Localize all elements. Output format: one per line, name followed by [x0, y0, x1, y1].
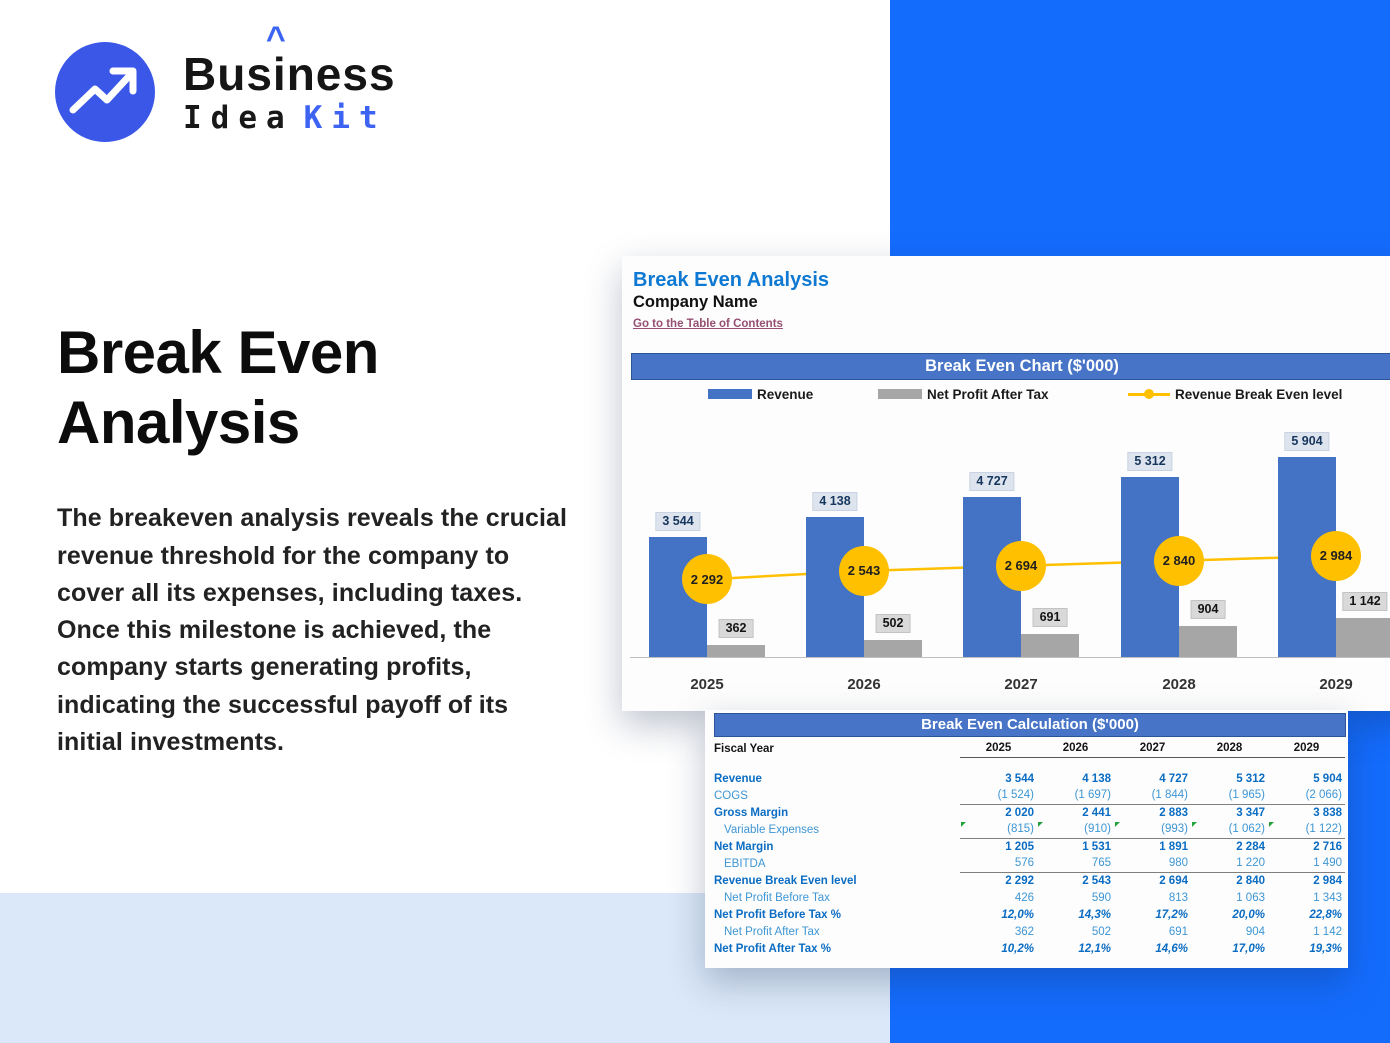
x-axis-line — [630, 657, 1390, 658]
revenue-swatch-icon — [708, 389, 752, 399]
net-profit-value-label: 502 — [876, 614, 911, 633]
value-cell: 19,3% — [1309, 942, 1342, 955]
legend-net-profit: Net Profit After Tax — [878, 385, 1049, 403]
value-cell: (815) — [960, 821, 1037, 838]
net-profit-swatch-icon — [878, 389, 922, 399]
net-profit-value-label: 362 — [719, 619, 754, 638]
value-cell: 1 142 — [1313, 925, 1342, 938]
chart-section-header: Break Even Chart ($'000) — [631, 353, 1390, 380]
revenue-value-label: 5 904 — [1284, 432, 1329, 451]
row-label: Revenue Break Even level — [714, 874, 857, 887]
row-label: Net Profit Before Tax % — [714, 908, 841, 921]
logo-i-hat-icon: ^ — [265, 19, 287, 58]
value-cell: 765 — [1037, 855, 1114, 872]
break-even-table — [708, 740, 1345, 957]
row-label: EBITDA — [724, 857, 766, 870]
table-row — [708, 787, 1345, 804]
brand-wordmark — [183, 19, 396, 136]
value-cell: 22,8% — [1309, 908, 1342, 921]
net-profit-bar — [1021, 634, 1079, 657]
break-even-point: 2 543 — [839, 546, 889, 596]
brand-kit-accent: Kit — [303, 99, 387, 136]
value-cell: 3 347 — [1236, 806, 1265, 819]
net-profit-bar — [864, 640, 922, 657]
value-cell: 2 883 — [1159, 806, 1188, 819]
year-header-cell: 2027 — [1114, 740, 1191, 757]
value-cell: 813 — [1168, 891, 1188, 904]
row-label: Revenue — [714, 772, 762, 785]
page-description: The breakeven analysis reveals the crucial revenue threshold for the company to cover all its expenses, including taxes. Once this milestone is achieved, the company starts generating profits, indicating the successful payoff of its initial investments. — [57, 504, 568, 756]
year-header-cell: 2026 — [1037, 740, 1114, 757]
value-cell: 4 138 — [1082, 772, 1111, 785]
break-even-swatch-icon — [1128, 393, 1170, 396]
brand-name-line2: Idea Kit — [183, 99, 387, 136]
value-cell: 502 — [1091, 925, 1111, 938]
table-row — [708, 906, 1345, 923]
green-flag-icon — [1269, 822, 1274, 827]
value-cell: (1 122) — [1268, 821, 1345, 838]
break-even-point: 2 694 — [996, 541, 1046, 591]
table-row — [708, 838, 1345, 855]
revenue-value-label: 4 138 — [812, 492, 857, 511]
table-of-contents-link[interactable]: Go to the Table of Contents — [633, 318, 783, 330]
x-axis-tick: 2027 — [1004, 676, 1038, 693]
value-cell: 1 490 — [1268, 855, 1345, 872]
value-cell: 691 — [1168, 925, 1188, 938]
year-header-cell: 2025 — [960, 740, 1037, 757]
value-cell: (1 965) — [1191, 787, 1268, 804]
legend-revenue: Revenue — [708, 385, 813, 403]
value-cell: (2 066) — [1268, 787, 1345, 804]
table-row — [708, 821, 1345, 838]
value-cell: 1 343 — [1313, 891, 1342, 904]
value-cell: 17,2% — [1155, 908, 1188, 921]
value-cell: 980 — [1114, 855, 1191, 872]
break-even-point: 2 984 — [1311, 531, 1361, 581]
green-flag-icon — [1115, 822, 1120, 827]
net-profit-bar — [1179, 626, 1237, 657]
value-cell: (1 844) — [1114, 787, 1191, 804]
revenue-value-label: 3 544 — [655, 512, 700, 531]
value-cell: 3 838 — [1313, 806, 1342, 819]
value-cell: 5 312 — [1236, 772, 1265, 785]
value-cell: 2 284 — [1236, 840, 1265, 853]
x-axis-tick: 2025 — [690, 676, 724, 693]
fiscal-year-row — [708, 740, 1345, 757]
row-label: COGS — [714, 789, 748, 802]
year-header-cell: 2029 — [1268, 740, 1345, 757]
x-axis-tick: 2028 — [1162, 676, 1196, 693]
calc-table-body — [708, 740, 1345, 957]
x-axis-tick: 2029 — [1319, 676, 1353, 693]
row-label: Net Margin — [714, 840, 774, 853]
value-cell: 1 220 — [1191, 855, 1268, 872]
table-row — [708, 804, 1345, 821]
legend-break-even: Revenue Break Even level — [1128, 385, 1342, 403]
green-flag-icon — [1038, 822, 1043, 827]
value-cell: 2 020 — [1005, 806, 1034, 819]
x-axis-labels — [622, 676, 1390, 698]
break-even-point: 2 292 — [682, 554, 732, 604]
table-row — [708, 855, 1345, 872]
value-cell: (910) — [1037, 821, 1114, 838]
green-flag-icon — [1192, 822, 1197, 827]
net-profit-value-label: 904 — [1191, 600, 1226, 619]
brand — [55, 19, 396, 142]
net-profit-bar — [1336, 618, 1390, 657]
value-cell: 904 — [1245, 925, 1265, 938]
value-cell: 2 694 — [1159, 874, 1188, 887]
spreadsheet-table-panel — [705, 710, 1348, 968]
value-cell: (1 062) — [1191, 821, 1268, 838]
revenue-value-label: 5 312 — [1127, 452, 1172, 471]
value-cell: 12,0% — [1001, 908, 1034, 921]
row-label: Net Profit After Tax % — [714, 942, 831, 955]
net-profit-value-label: 1 142 — [1342, 592, 1387, 611]
value-cell: 1 063 — [1236, 891, 1265, 904]
value-cell: 2 840 — [1236, 874, 1265, 887]
value-cell: 3 544 — [1005, 772, 1034, 785]
value-cell: 14,6% — [1155, 942, 1188, 955]
table-row — [708, 889, 1345, 906]
table-row — [708, 923, 1345, 940]
value-cell: 1 531 — [1082, 840, 1111, 853]
brand-logo-trend-icon — [55, 42, 155, 142]
x-axis-tick: 2026 — [847, 676, 881, 693]
value-cell: 17,0% — [1232, 942, 1265, 955]
value-cell: 426 — [1014, 891, 1034, 904]
value-cell: (993) — [1114, 821, 1191, 838]
spacer-row — [708, 757, 1345, 770]
net-profit-bar — [707, 645, 765, 657]
row-label: Variable Expenses — [724, 823, 820, 836]
value-cell: 4 727 — [1159, 772, 1188, 785]
table-row — [708, 770, 1345, 787]
value-cell: 5 904 — [1313, 772, 1342, 785]
row-label: Net Profit Before Tax — [724, 891, 830, 904]
sheet-company: Company Name — [633, 293, 758, 311]
page-title: Break Even Analysis — [57, 319, 379, 457]
chart-plot — [622, 404, 1390, 657]
brand-name-line1: Busi ^ ness — [183, 19, 396, 100]
value-cell: 590 — [1091, 891, 1111, 904]
table-row — [708, 940, 1345, 957]
value-cell: (1 697) — [1037, 787, 1114, 804]
fiscal-year-label: Fiscal Year — [714, 742, 774, 755]
value-cell: 576 — [960, 855, 1037, 872]
value-cell: 12,1% — [1078, 942, 1111, 955]
value-cell: 2 984 — [1313, 874, 1342, 887]
value-cell: 2 543 — [1082, 874, 1111, 887]
net-profit-value-label: 691 — [1033, 608, 1068, 627]
value-cell: 10,2% — [1001, 942, 1034, 955]
revenue-value-label: 4 727 — [969, 472, 1014, 491]
green-flag-icon — [961, 822, 966, 827]
year-header-cell: 2028 — [1191, 740, 1268, 757]
break-even-point: 2 840 — [1154, 536, 1204, 586]
table-section-header: Break Even Calculation ($'000) — [714, 713, 1346, 737]
row-label: Net Profit After Tax — [724, 925, 820, 938]
value-cell: 20,0% — [1232, 908, 1265, 921]
value-cell: (1 524) — [960, 787, 1037, 804]
spreadsheet-chart-panel — [622, 256, 1390, 711]
sheet-title: Break Even Analysis — [633, 269, 830, 291]
value-cell: 1 205 — [1005, 840, 1034, 853]
value-cell: 2 441 — [1082, 806, 1111, 819]
value-cell: 2 716 — [1313, 840, 1342, 853]
value-cell: 362 — [1014, 925, 1034, 938]
row-label: Gross Margin — [714, 806, 789, 819]
hero — [57, 318, 577, 761]
value-cell: 2 292 — [1005, 874, 1034, 887]
value-cell: 14,3% — [1078, 908, 1111, 921]
value-cell: 1 891 — [1159, 840, 1188, 853]
table-row — [708, 872, 1345, 889]
